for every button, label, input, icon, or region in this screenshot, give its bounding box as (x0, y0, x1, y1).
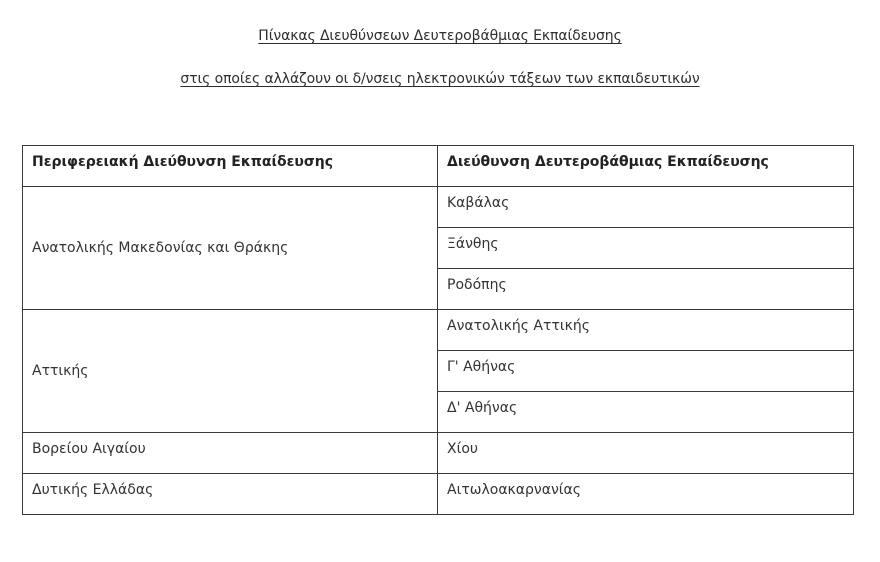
directorates-table (22, 145, 854, 515)
header-region: Περιφερειακή Διεύθυνση Εκπαίδευσης (23, 146, 438, 187)
directorate-cell: Ροδόπης (438, 269, 854, 310)
document-title-line-2: στις οποίες αλλάζουν οι δ/νσεις ηλεκτρονικών τάξεων των εκπαιδευτικών (180, 71, 700, 87)
table-row (23, 187, 854, 228)
table-row (23, 433, 854, 474)
directorate-cell: Ξάνθης (438, 228, 854, 269)
directorate-cell: Ανατολικής Αττικής (438, 310, 854, 351)
region-cell: Ανατολικής Μακεδονίας και Θράκης (23, 187, 438, 310)
table-header-row (23, 146, 854, 187)
directorate-cell: Καβάλας (438, 187, 854, 228)
directorate-cell: Γ' Αθήνας (438, 351, 854, 392)
region-cell: Αττικής (23, 310, 438, 433)
directorate-cell: Αιτωλοακαρνανίας (438, 474, 854, 515)
document-title-line-1: Πίνακας Διευθύνσεων Δευτεροβάθμιας Εκπαίδευσης (258, 28, 622, 44)
directorate-cell: Δ' Αθήνας (438, 392, 854, 433)
directorate-cell: Χίου (438, 433, 854, 474)
region-cell: Βορείου Αιγαίου (23, 433, 438, 474)
table-row (23, 310, 854, 351)
header-directorate: Διεύθυνση Δευτεροβάθμιας Εκπαίδευσης (438, 146, 854, 187)
table-row (23, 474, 854, 515)
region-cell: Δυτικής Ελλάδας (23, 474, 438, 515)
